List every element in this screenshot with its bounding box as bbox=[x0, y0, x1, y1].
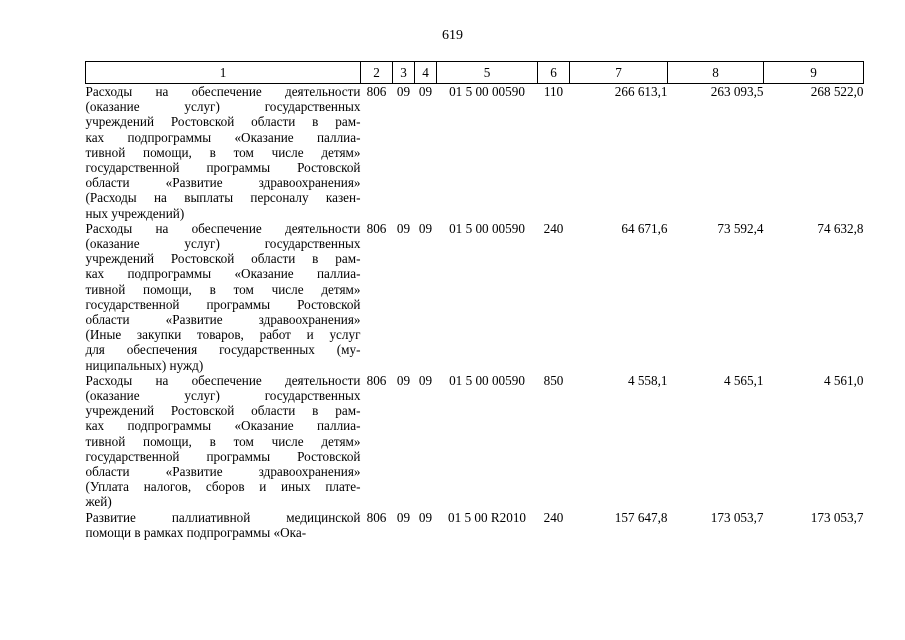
table-row bbox=[86, 84, 864, 221]
subsection-code-cell: 09 bbox=[418, 220, 433, 236]
header-cell-3: 3 bbox=[393, 62, 415, 84]
ministry-code-cell: 806 bbox=[366, 372, 387, 388]
amount-col7-cell: 64 671,6 bbox=[621, 220, 668, 236]
page-number: 619 bbox=[442, 28, 463, 43]
expense-type-cell: 240 bbox=[543, 509, 564, 525]
header-cell-8: 8 bbox=[668, 62, 764, 84]
description-line: Развитие паллиативной медицинской bbox=[85, 509, 361, 525]
description-line: (оказание услуг) государственных bbox=[85, 236, 361, 252]
description-line: ниципальных) нужд) bbox=[85, 357, 204, 373]
description-line: области «Развитие здравоохранения» bbox=[85, 175, 361, 191]
amount-col9-cell: 268 522,0 bbox=[810, 84, 864, 99]
ministry-code-cell: 806 bbox=[366, 220, 387, 236]
header-row bbox=[86, 62, 864, 84]
row-description bbox=[86, 84, 361, 221]
description-line: (Иные закупки товаров, работ и услуг bbox=[85, 327, 361, 343]
description-line: помощи в рамках подпрограммы «Ока- bbox=[85, 524, 307, 540]
header-cell-9: 9 bbox=[764, 62, 864, 84]
description-line: жей) bbox=[85, 494, 112, 510]
header-cell-4: 4 bbox=[415, 62, 437, 84]
description-line: Расходы на обеспечение деятельности bbox=[85, 84, 361, 99]
description-line: (Расходы на выплаты персоналу казен- bbox=[85, 190, 361, 206]
target-article-cell: 01 5 00 00590 bbox=[449, 372, 525, 388]
description-line: ных учреждений) bbox=[85, 205, 185, 221]
table-row bbox=[86, 373, 864, 510]
description-line: (Уплата налогов, сборов и иных плате- bbox=[85, 479, 361, 495]
target-article-cell: 01 5 00 00590 bbox=[449, 220, 525, 236]
description-line: учреждений Ростовской области в рам- bbox=[85, 114, 361, 130]
expense-type-cell: 850 bbox=[543, 372, 564, 388]
description-line: ках подпрограммы «Оказание паллиа- bbox=[85, 418, 361, 434]
description-line: (оказание услуг) государственных bbox=[85, 388, 361, 404]
header-cell-5: 5 bbox=[437, 62, 538, 84]
section-code-cell: 09 bbox=[396, 220, 411, 236]
description-line: области «Развитие здравоохранения» bbox=[85, 464, 361, 480]
description-line: учреждений Ростовской области в рам- bbox=[85, 403, 361, 419]
amount-col8-cell: 73 592,4 bbox=[717, 220, 764, 236]
section-code-cell: 09 bbox=[396, 84, 411, 99]
header-cell-7: 7 bbox=[570, 62, 668, 84]
description-line: тивной помощи, в том числе детям» bbox=[85, 281, 361, 297]
expense-type-cell: 110 bbox=[543, 84, 564, 99]
amount-col9-cell: 74 632,8 bbox=[817, 220, 864, 236]
amount-col7-cell: 157 647,8 bbox=[614, 509, 668, 525]
header-cell-2: 2 bbox=[361, 62, 393, 84]
subsection-code-cell: 09 bbox=[418, 372, 433, 388]
description-line: тивной помощи, в том числе детям» bbox=[85, 144, 361, 160]
table-row bbox=[86, 510, 864, 540]
target-article-cell: 01 5 00 R2010 bbox=[447, 509, 527, 525]
section-code-cell: 09 bbox=[396, 509, 411, 525]
amount-col8-cell: 4 565,1 bbox=[723, 372, 764, 388]
subsection-code-cell: 09 bbox=[418, 84, 433, 99]
amount-col8-cell: 263 093,5 bbox=[710, 84, 764, 99]
description-line: (оказание услуг) государственных bbox=[85, 99, 361, 115]
description-line: государственной программы Ростовской bbox=[85, 160, 361, 176]
header-cell-6: 6 bbox=[538, 62, 570, 84]
description-line: Расходы на обеспечение деятельности bbox=[85, 372, 361, 388]
ministry-code-cell: 806 bbox=[366, 84, 387, 99]
amount-col7-cell: 266 613,1 bbox=[614, 84, 668, 99]
row-description bbox=[86, 510, 361, 540]
description-line: ках подпрограммы «Оказание паллиа- bbox=[85, 266, 361, 282]
ministry-code-cell: 806 bbox=[366, 509, 387, 525]
amount-col9-cell: 173 053,7 bbox=[810, 509, 864, 525]
expense-type-cell: 240 bbox=[543, 220, 564, 236]
header-cell-1: 1 bbox=[86, 62, 361, 84]
table-row bbox=[86, 221, 864, 373]
description-line: учреждений Ростовской области в рам- bbox=[85, 251, 361, 267]
description-line: области «Развитие здравоохранения» bbox=[85, 312, 361, 328]
row-description bbox=[86, 373, 361, 510]
amount-col7-cell: 4 558,1 bbox=[627, 372, 668, 388]
description-line: государственной программы Ростовской bbox=[85, 296, 361, 312]
amount-col9-cell: 4 561,0 bbox=[823, 372, 864, 388]
subsection-code-cell: 09 bbox=[418, 509, 433, 525]
budget-table bbox=[85, 61, 864, 540]
description-line: Расходы на обеспечение деятельности bbox=[85, 220, 361, 236]
description-line: тивной помощи, в том числе детям» bbox=[85, 433, 361, 449]
table-body bbox=[86, 84, 864, 541]
description-line: для обеспечения государственных (му- bbox=[85, 342, 361, 358]
target-article-cell: 01 5 00 00590 bbox=[449, 84, 525, 99]
description-line: государственной программы Ростовской bbox=[85, 448, 361, 464]
description-line: ках подпрограммы «Оказание паллиа- bbox=[85, 129, 361, 145]
section-code-cell: 09 bbox=[396, 372, 411, 388]
row-description bbox=[86, 221, 361, 373]
amount-col8-cell: 173 053,7 bbox=[710, 509, 764, 525]
